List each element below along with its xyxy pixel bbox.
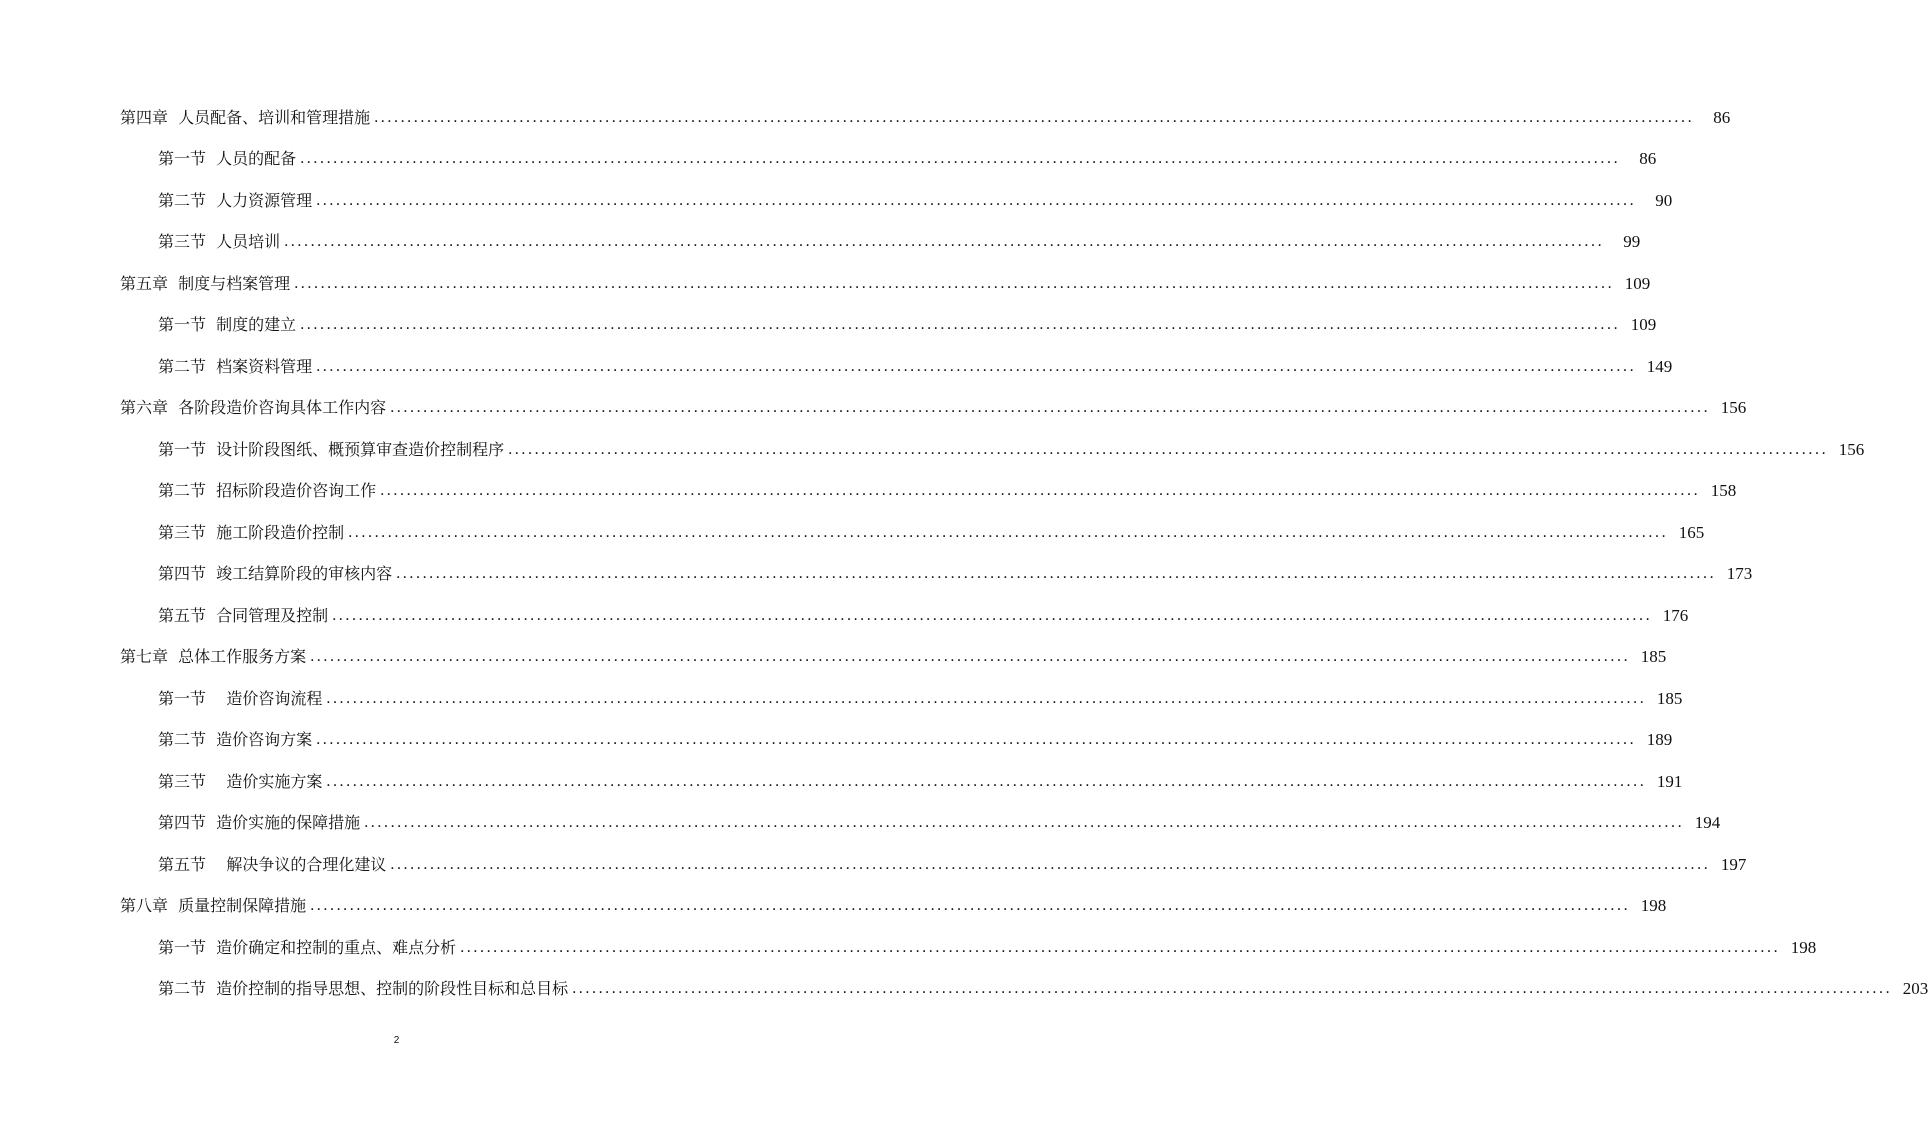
toc-entry-page-number: 173 (1726, 564, 1753, 584)
toc-entry-page-number: 189 (1646, 730, 1673, 750)
toc-chapter-entry[interactable] (0, 388, 1747, 430)
table-of-contents (0, 97, 1928, 1010)
toc-entry-title: 第五章 制度与档案管理 (120, 273, 291, 293)
toc-entry-page-number: 109 (1630, 315, 1657, 335)
toc-dot-leader: ........................................................................................................................................................................................................ (300, 316, 1621, 334)
toc-entry-page-number: 99 (1623, 232, 1641, 252)
toc-dot-leader: ........................................................................................................................................................................................................ (364, 814, 1685, 832)
toc-entry-title: 第二节 档案资料管理 (158, 356, 313, 376)
toc-dot-leader: ........................................................................................................................................................................................................ (310, 897, 1631, 915)
toc-entry-title: 第三节 施工阶段造价控制 (158, 522, 345, 542)
toc-entry-page-number: 198 (1790, 937, 1817, 957)
toc-section-entry[interactable] (0, 180, 1673, 222)
toc-entry-page-number: 165 (1678, 522, 1705, 542)
toc-section-entry[interactable] (0, 761, 1683, 803)
toc-entry-title: 第八章 质量控制保障措施 (120, 896, 307, 916)
toc-entry-page-number: 176 (1662, 605, 1689, 625)
toc-entry-page-number: 90 (1655, 190, 1673, 210)
toc-dot-leader: ........................................................................................................................................................................................................ (348, 523, 1669, 541)
toc-section-entry[interactable] (0, 222, 1641, 264)
toc-dot-leader: ........................................................................................................................................................................................................ (284, 233, 1605, 251)
toc-entry-page-number: 203 (1902, 979, 1928, 999)
toc-chapter-entry[interactable] (0, 97, 1731, 139)
toc-entry-title: 第五节 解决争议的合理化建议 (158, 854, 387, 874)
toc-entry-page-number: 156 (1838, 439, 1865, 459)
toc-dot-leader: ........................................................................................................................................................................................................ (326, 689, 1647, 707)
toc-entry-title: 第二节 造价咨询方案 (158, 730, 313, 750)
toc-section-entry[interactable] (0, 720, 1673, 762)
toc-dot-leader: ........................................................................................................................................................................................................ (316, 731, 1637, 749)
toc-entry-title: 第四节 竣工结算阶段的审核内容 (158, 564, 393, 584)
toc-entry-title: 第四节 造价实施的保障措施 (158, 813, 361, 833)
toc-section-entry[interactable] (0, 346, 1673, 388)
toc-entry-title: 第一节 制度的建立 (158, 315, 297, 335)
toc-dot-leader: ........................................................................................................................................................................................................ (294, 274, 1615, 292)
toc-section-entry[interactable] (0, 844, 1747, 886)
toc-dot-leader: ........................................................................................................................................................................................................ (396, 565, 1717, 583)
toc-entry-title: 第四章 人员配备、培训和管理措施 (120, 107, 371, 127)
toc-entry-page-number: 86 (1713, 107, 1731, 127)
toc-entry-title: 第二节 招标阶段造价咨询工作 (158, 481, 377, 501)
toc-entry-page-number: 86 (1639, 149, 1657, 169)
toc-section-entry[interactable] (0, 139, 1657, 181)
toc-section-entry[interactable] (0, 305, 1657, 347)
toc-chapter-entry[interactable] (0, 263, 1651, 305)
toc-entry-title: 第一节 造价确定和控制的重点、难点分析 (158, 937, 457, 957)
page-number: 2 (393, 1035, 400, 1046)
toc-entry-page-number: 191 (1656, 771, 1683, 791)
toc-entry-title: 第一节 人员的配备 (158, 149, 297, 169)
toc-section-entry[interactable] (0, 678, 1683, 720)
toc-entry-page-number: 149 (1646, 356, 1673, 376)
toc-dot-leader: ........................................................................................................................................................................................................ (572, 980, 1893, 998)
toc-entry-title: 第五节 合同管理及控制 (158, 605, 329, 625)
toc-entry-page-number: 109 (1624, 273, 1651, 293)
toc-entry-page-number: 185 (1640, 647, 1667, 667)
toc-section-entry[interactable] (0, 429, 1865, 471)
toc-entry-page-number: 197 (1720, 854, 1747, 874)
toc-entry-page-number: 158 (1710, 481, 1737, 501)
toc-entry-title: 第七章 总体工作服务方案 (120, 647, 307, 667)
toc-section-entry[interactable] (0, 595, 1689, 637)
toc-entry-title: 第三节 造价实施方案 (158, 771, 323, 791)
toc-chapter-entry[interactable] (0, 637, 1667, 679)
toc-entry-title: 第三节 人员培训 (158, 232, 281, 252)
toc-dot-leader: ........................................................................................................................................................................................................ (460, 938, 1781, 956)
toc-section-entry[interactable] (0, 471, 1737, 513)
toc-dot-leader: ........................................................................................................................................................................................................ (316, 191, 1637, 209)
toc-section-entry[interactable] (0, 927, 1817, 969)
toc-dot-leader: ........................................................................................................................................................................................................ (316, 357, 1637, 375)
toc-dot-leader: ........................................................................................................................................................................................................ (390, 855, 1711, 873)
toc-entry-page-number: 185 (1656, 688, 1683, 708)
toc-entry-title: 第二节 人力资源管理 (158, 190, 313, 210)
toc-entry-page-number: 198 (1640, 896, 1667, 916)
toc-dot-leader: ........................................................................................................................................................................................................ (380, 482, 1701, 500)
toc-dot-leader: ........................................................................................................................................................................................................ (326, 772, 1647, 790)
toc-section-entry[interactable] (0, 512, 1705, 554)
toc-section-entry[interactable] (0, 969, 1928, 1011)
toc-entry-title: 第一节 造价咨询流程 (158, 688, 323, 708)
toc-chapter-entry[interactable] (0, 886, 1667, 928)
toc-dot-leader: ........................................................................................................................................................................................................ (508, 440, 1829, 458)
toc-dot-leader: ........................................................................................................................................................................................................ (374, 108, 1695, 126)
toc-section-entry[interactable] (0, 803, 1721, 845)
toc-entry-title: 第一节 设计阶段图纸、概预算审查造价控制程序 (158, 439, 505, 459)
toc-entry-page-number: 156 (1720, 398, 1747, 418)
toc-dot-leader: ........................................................................................................................................................................................................ (310, 648, 1631, 666)
toc-dot-leader: ........................................................................................................................................................................................................ (390, 399, 1711, 417)
toc-entry-title: 第二节 造价控制的指导思想、控制的阶段性目标和总目标 (158, 979, 569, 999)
toc-section-entry[interactable] (0, 554, 1753, 596)
toc-dot-leader: ........................................................................................................................................................................................................ (300, 150, 1621, 168)
toc-dot-leader: ........................................................................................................................................................................................................ (332, 606, 1653, 624)
toc-entry-title: 第六章 各阶段造价咨询具体工作内容 (120, 398, 387, 418)
toc-entry-page-number: 194 (1694, 813, 1721, 833)
